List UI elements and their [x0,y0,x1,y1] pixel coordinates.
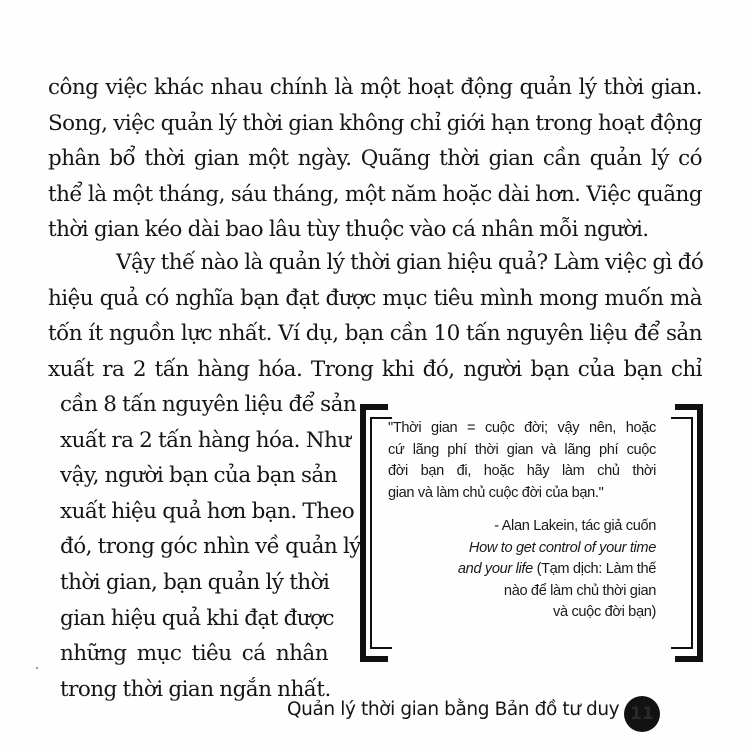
text-line: Song, việc quản lý thời gian không chỉ giới hạn trong hoạt động [48,110,702,136]
quote-line: "Thời gian = cuộc đời; vậy nên, hoặc [388,420,656,436]
text-line: cần 8 tấn nguyên liệu để sản [60,392,357,417]
quote-line: gian và làm chủ cuộc đời của bạn." [388,484,604,501]
text-line: xuất ra 2 tấn hàng hóa. Như [60,427,351,453]
text-line: tốn ít nguồn lực nhất. Ví dụ, bạn cần 10 tấn nguyên liệu để sản [48,321,702,347]
attribution-author: - Alan Lakein, tác giả cuốn [494,518,656,534]
quote-box [360,404,703,662]
page-number: 11 [630,704,654,724]
paragraph-1 [48,70,702,248]
text-line: thời gian kéo dài bao lâu tùy thuộc vào cá nhân mỗi người. [48,217,649,243]
text-line: những mục tiêu cá nhân [60,641,328,667]
attribution-book-title: How to get control of your time [468,539,656,556]
paragraph-2 [48,245,702,387]
attribution-translation: (Tạm dịch: Làm thế [532,561,656,578]
attribution-translation-line: và cuộc đời bạn) [553,604,656,621]
text-line: phân bổ thời gian một ngày. Quãng thời gian cần quản lý có [48,146,702,172]
print-speck [36,667,38,669]
quote-text [388,418,656,504]
quote-line: đời bạn đi, hoặc hãy làm chủ thời [388,463,656,480]
text-line: Vậy thế nào là quản lý thời gian hiệu quả? Làm việc gì đó [116,250,704,275]
text-line: vậy, người bạn của bạn sản [60,463,337,489]
text-line: đó, trong góc nhìn về quản lý [60,534,361,560]
running-footer-title: Quản lý thời gian bằng Bản đồ tư duy [287,699,620,720]
right-bracket-inner [671,417,693,649]
text-line: gian hiệu quả khi đạt được [60,605,334,631]
text-line: thời gian, bạn quản lý thời [60,569,330,595]
quote-attribution [388,516,656,624]
text-line: hiệu quả có nghĩa bạn đạt được mục tiêu mình mong muốn mà [48,285,702,311]
quote-line: cứ lãng phí thời gian và lãng phí cuộc [388,441,656,458]
page-number-badge [624,696,660,732]
attribution-book-title-cont: and your life [457,561,533,578]
paragraph-2-narrow-column [60,387,361,707]
attribution-translation-line: nào để làm chủ thời gian [503,582,656,599]
text-line: xuất ra 2 tấn hàng hóa. Trong khi đó, người bạn của bạn chỉ [48,356,702,382]
text-line: trong thời gian ngắn nhất. [60,676,331,702]
text-line: thể là một tháng, sáu tháng, một năm hoặc dài hơn. Việc quãng [48,181,702,207]
text-line: xuất hiệu quả hơn bạn. Theo [60,498,355,524]
text-line: công việc khác nhau chính là một hoạt động quản lý thời gian. [48,75,702,100]
